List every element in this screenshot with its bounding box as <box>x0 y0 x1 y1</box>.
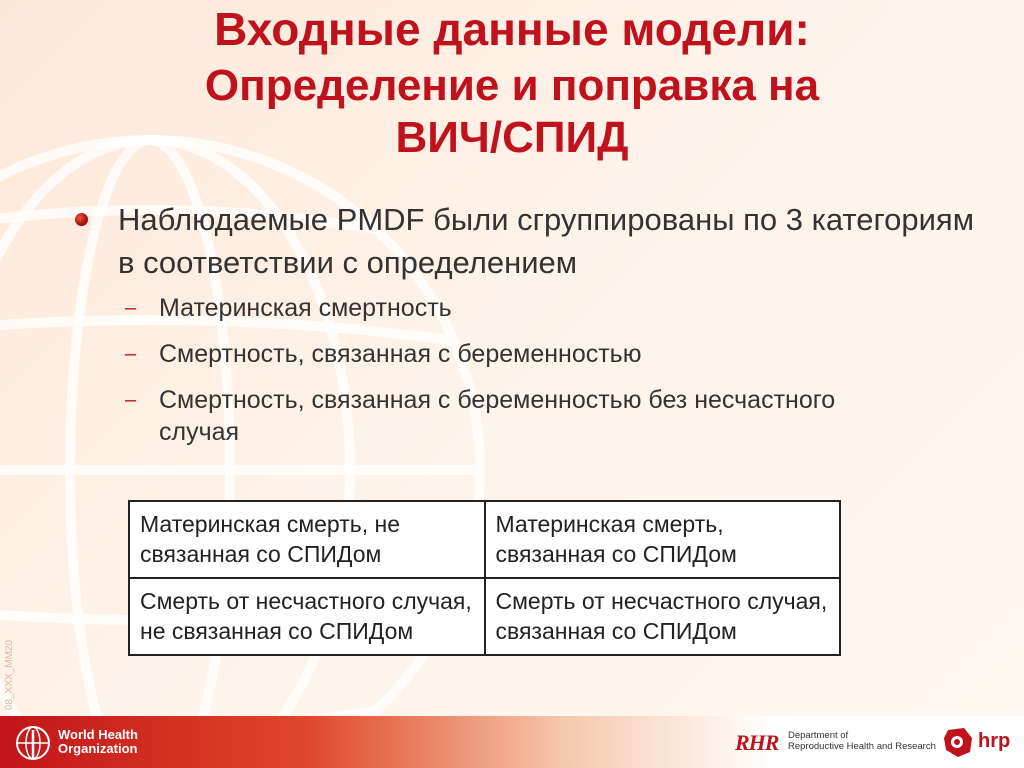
sub-bullet-list <box>125 292 885 462</box>
who-name <box>58 728 138 756</box>
who-name-line-1: World Health <box>58 727 138 742</box>
table-row <box>129 578 840 655</box>
sub-bullet-text: Смертность, связанная с беременностью без несчастного случая <box>159 386 836 446</box>
hrp-logo-text: hrp <box>978 730 1011 752</box>
title-line-2: Определение и поправка на <box>204 61 820 111</box>
table-cell: Материнская смерть, связанная со СПИДом <box>485 501 841 578</box>
department-line-2: Reproductive Health and Research <box>788 741 936 752</box>
sub-bullet-item <box>125 292 885 324</box>
title-line-3: ВИЧ/СПИД <box>395 113 629 163</box>
dash-icon: – <box>125 343 137 365</box>
table-cell: Смерть от несчастного случая, связанная со СПИДом <box>485 578 841 655</box>
department-name <box>788 730 936 752</box>
hrp-logo-icon <box>940 724 976 760</box>
sub-bullet-text: Материнская смертность <box>159 294 452 322</box>
table-cell: Материнская смерть, не связанная со СПИДом <box>129 501 485 578</box>
dash-icon: – <box>125 389 137 411</box>
main-bullet <box>75 198 975 284</box>
category-table <box>128 500 841 656</box>
table-row <box>129 501 840 578</box>
main-bullet-text: Наблюдаемые PMDF были сгруппированы по 3 категориям в соответствии с определением <box>118 202 975 280</box>
side-stamp: 08_XXX_MM20 <box>4 639 15 710</box>
sub-bullet-item <box>125 338 885 370</box>
who-name-line-2: Organization <box>58 741 138 756</box>
title-line-1: Входные данные модели: <box>214 3 810 55</box>
sub-bullet-text: Смертность, связанная с беременностью <box>159 340 642 368</box>
slide-title <box>40 2 984 164</box>
who-emblem-icon <box>14 724 52 762</box>
sub-bullet-item <box>125 384 885 448</box>
footer-bar <box>0 716 1024 768</box>
dash-icon: – <box>125 297 137 319</box>
bullet-dot-icon <box>75 213 88 226</box>
department-line-1: Department of <box>788 730 849 741</box>
table-cell: Смерть от несчастного случая, не связанная со СПИДом <box>129 578 485 655</box>
rhr-logo: RHR <box>735 730 779 755</box>
